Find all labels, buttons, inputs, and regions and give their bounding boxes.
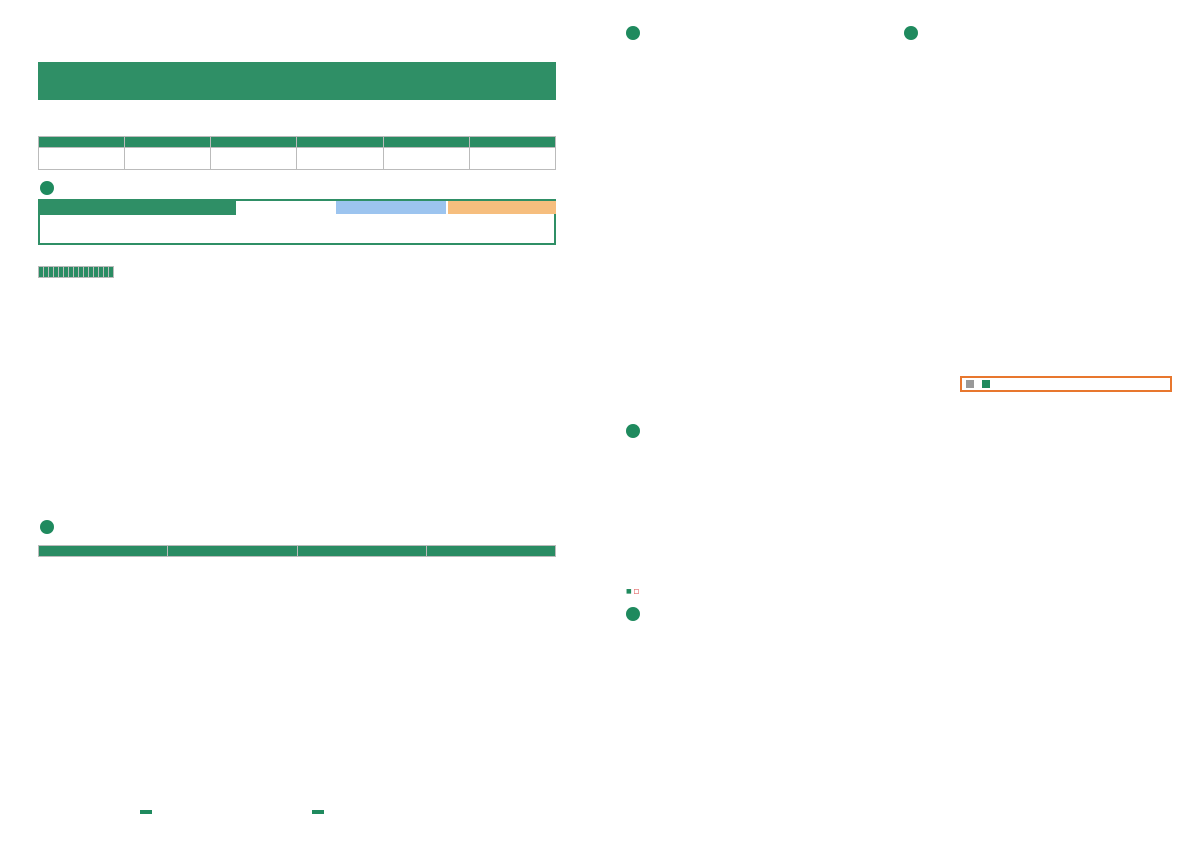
radar-legend: ■ □ bbox=[626, 588, 640, 595]
judgement-table bbox=[38, 545, 556, 557]
section-1-header bbox=[40, 181, 62, 195]
trajectory-chart bbox=[920, 58, 1170, 378]
logo-toshin-high bbox=[140, 810, 152, 814]
section-5-header bbox=[626, 424, 644, 438]
distribution-charts bbox=[616, 48, 916, 418]
section-3-header bbox=[626, 26, 644, 40]
pref-label bbox=[40, 201, 236, 215]
section-4-header bbox=[904, 26, 922, 40]
legend-gray-swatch bbox=[966, 380, 974, 388]
legend-green-swatch bbox=[982, 380, 990, 388]
section-6-header bbox=[626, 607, 648, 621]
logo-toshin-eisei bbox=[312, 810, 324, 814]
target-box bbox=[38, 199, 556, 245]
student-info-table bbox=[38, 136, 556, 170]
radar-charts bbox=[626, 455, 1176, 585]
score-table bbox=[38, 266, 114, 278]
label-b bbox=[448, 201, 556, 214]
exam-title-banner bbox=[38, 62, 556, 100]
section-2-header bbox=[40, 520, 58, 534]
trend-legend bbox=[960, 376, 1172, 392]
label-a bbox=[336, 201, 446, 214]
